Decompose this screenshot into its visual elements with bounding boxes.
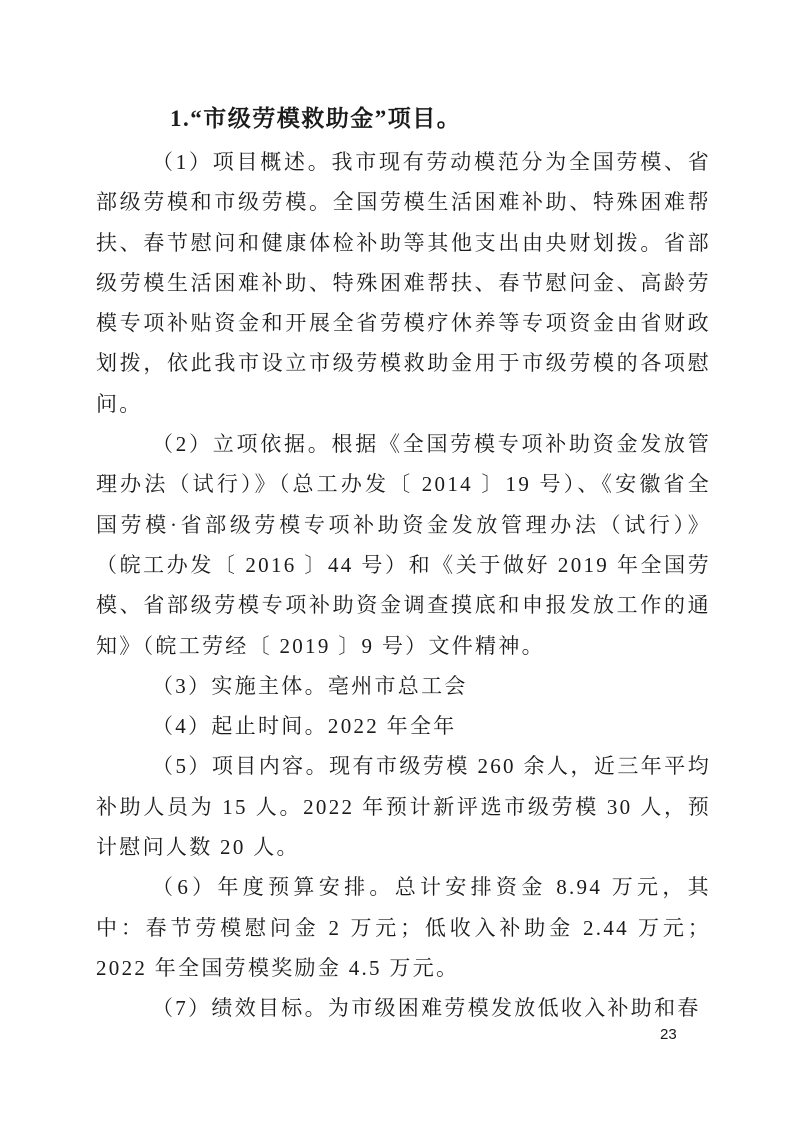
paragraph-performance-goal: （7）绩效目标。为市级困难劳模发放低收入补助和春 (152, 996, 701, 1021)
page-number: 23 (660, 1026, 677, 1043)
document-body (96, 96, 711, 1029)
paragraph-annual-budget: （6）年度预算安排。总计安排资金 8.94 万元，其中：春节劳模慰问金 2 万元；低收入补助金 2.44 万元； 2022 年全国劳模奖励金 4.5 万元。 (96, 875, 711, 980)
paragraph-project-overview: （1）项目概述。我市现有劳动模范分为全国劳模、省部级劳模和市级劳模。全国劳模生活困难补助、特殊困难帮扶、春节慰问和健康体检补助等其他支出由央财划拨。省部级劳模生活困难补助、特殊困难帮扶、春节慰问金、高龄劳模专项补贴资金和开展全省劳模疗休养等专项资金由省财政划拨，依此我市设立市级劳模救助金用于市级劳模的各项慰问。 (96, 150, 711, 416)
paragraph-time-period: （4）起止时间。2022 年全年 (152, 714, 457, 739)
section-heading: 1.“市级劳模救助金”项目。 (170, 106, 462, 131)
paragraph-project-basis: （2）立项依据。根据《全国劳模专项补助资金发放管理办法（试行）》（总工办发〔 2014 〕19 号）、《安徽省全国劳模·省部级劳模专项补助资金发放管理办法（试行）》（皖工办发〔 2016 〕44 号）和《关于做好 2019 年全国劳模、省部级劳模专项补助资金调查摸底和申报发放工作的通知》（皖工劳经〔 2019 〕9 号）文件精神。 (96, 432, 711, 658)
paragraph-implementing-body: （3）实施主体。亳州市总工会 (152, 673, 468, 698)
paragraph-project-content: （5）项目内容。现有市级劳模 260 余人，近三年平均补助人员为 15 人。2022 年预计新评选市级劳模 30 人，预计慰问人数 20 人。 (96, 754, 711, 860)
